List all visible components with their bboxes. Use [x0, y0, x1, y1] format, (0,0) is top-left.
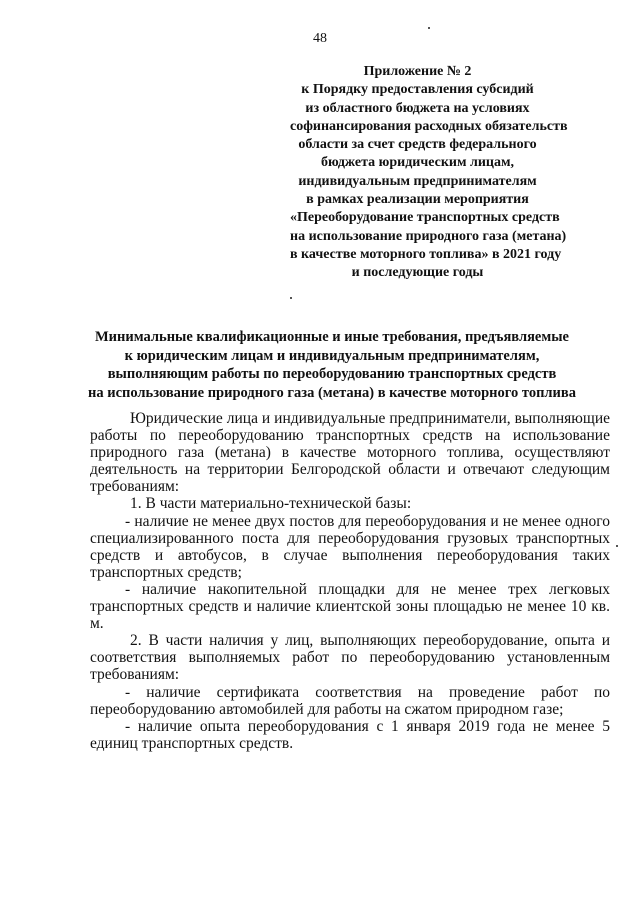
scan-speck — [428, 27, 430, 29]
title-line: к юридическим лицам и индивидуальным предпринимателям, — [124, 347, 540, 364]
appendix-line: и последующие годы — [351, 265, 484, 281]
requirements-title — [72, 328, 592, 403]
list-item: - наличие сертификата соответствия на проведение работ по переоборудованию автомобилей для работы на сжатом природном газе; — [90, 683, 610, 718]
list-item: - наличие опыта переоборудования с 1 января 2019 года не менее 5 единиц транспортных средств. — [90, 717, 610, 752]
intro-paragraph: Юридические лица и индивидуальные предприниматели, выполняющие работы по переоборудованию транспортных средств на использование природного газа (метана) в качестве моторного топлива, осуществляют деятельность на территории Белгородской области и отвечают следующим требованиям: — [90, 410, 610, 496]
appendix-line: «Переоборудование транспортных средств — [290, 210, 560, 226]
appendix-line: в рамках реализации мероприятия — [306, 192, 529, 208]
appendix-line: в качестве моторного топлива» в 2021 году — [290, 246, 562, 262]
appendix-header — [290, 63, 568, 283]
title-line: Минимальные квалификационные и иные требования, предъявляемые — [94, 329, 569, 345]
title-line: на использование природного газа (метана) в качестве моторного топлива — [87, 385, 576, 402]
appendix-line: софинансирования расходных обязательств — [290, 118, 568, 134]
list-item: - наличие не менее двух постов для переоборудования и не менее одного специализированного поста для переоборудования грузовых транспортных средств и автобусов, в случае выполнения переоборудования таких транспортных средств; — [90, 512, 610, 581]
appendix-line: из областного бюджета на условиях — [305, 100, 530, 116]
page-number: 48 — [313, 31, 327, 46]
appendix-line: к Порядку предоставления субсидий — [301, 82, 534, 98]
section-1-heading: 1. В части материально-технической базы: — [130, 495, 412, 513]
section-2-paragraph: 2. В части наличия у лиц, выполняющих переоборудование, опыта и соответствия выполняемых работ по переоборудованию установленным требованиям: — [90, 632, 610, 684]
scan-speck — [290, 297, 292, 299]
document-body — [90, 410, 610, 752]
appendix-line: бюджета юридическим лицам, — [320, 155, 515, 171]
title-line: выполняющим работы по переоборудованию транспортных средств — [107, 366, 557, 383]
appendix-line: на использование природного газа (метана) — [290, 228, 567, 244]
scan-speck — [616, 545, 618, 547]
appendix-line: индивидуальным предпринимателям — [298, 173, 537, 189]
appendix-line: Приложение № 2 — [363, 64, 472, 79]
appendix-line: области за счет средств федерального — [298, 137, 537, 153]
list-item: - наличие накопительной площадки для не менее трех легковых транспортных средств и наличие клиентской зоны площадью не менее 10 кв. м. — [90, 580, 610, 633]
